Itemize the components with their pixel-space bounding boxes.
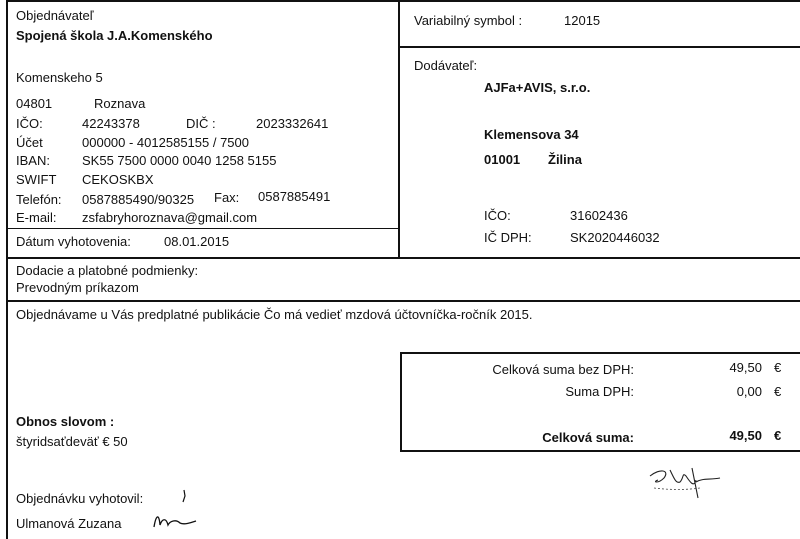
amount-words-value: štyridsaťdeväť € 50 <box>16 434 128 449</box>
approver-signature <box>640 458 730 504</box>
buyer-city: Roznava <box>94 96 146 111</box>
buyer-ico-label: IČO: <box>16 116 43 131</box>
variable-symbol-value: 12015 <box>564 13 601 28</box>
buyer-fax: 0587885491 <box>258 189 331 204</box>
totals-box-bottom <box>400 450 800 452</box>
divider-date-top <box>6 228 400 229</box>
issuer-signature <box>150 505 200 535</box>
subtotal-currency: € <box>774 360 782 375</box>
date-label: Dátum vyhotovenia: <box>16 234 131 249</box>
supplier-ico-label: IČO: <box>484 208 511 223</box>
subtotal-label: Celková suma bez DPH: <box>492 362 634 377</box>
divider-supplier-top <box>398 46 800 48</box>
supplier-label: Dodávateľ: <box>414 58 478 73</box>
frame-left <box>6 0 8 539</box>
buyer-account-label: Účet <box>16 135 43 150</box>
supplier-street: Klemensova 34 <box>484 127 579 142</box>
buyer-phone: 0587885490/90325 <box>82 192 195 207</box>
buyer-phone-label: Telefón: <box>16 192 62 207</box>
vat-value: 0,00 <box>736 384 762 399</box>
buyer-zip: 04801 <box>16 96 53 111</box>
divider-vertical <box>398 0 400 258</box>
totals-box-top <box>400 352 800 354</box>
buyer-swift-label: SWIFT <box>16 172 57 187</box>
buyer-swift: CEKOSKBX <box>82 172 154 187</box>
supplier-icdph-label: IČ DPH: <box>484 230 532 245</box>
terms-value: Prevodným príkazom <box>16 280 139 295</box>
frame-top <box>6 0 800 2</box>
buyer-account: 000000 - 4012585155 / 7500 <box>82 135 249 150</box>
divider-terms-top <box>6 257 800 259</box>
buyer-fax-label: Fax: <box>214 190 240 205</box>
total-value: 49,50 <box>729 428 762 443</box>
total-currency: € <box>774 428 782 443</box>
issuer-label: Objednávku vyhotovil: <box>16 491 144 506</box>
order-text: Objednávame u Vás predplatné publikácie Čo má vedieť mzdová účtovníčka-ročník 2015. <box>16 307 533 322</box>
terms-label: Dodacie a platobné podmienky: <box>16 263 199 278</box>
variable-symbol-label: Variabilný symbol : <box>414 13 523 28</box>
buyer-dic-label: DIČ : <box>186 116 216 131</box>
vat-currency: € <box>774 384 782 399</box>
buyer-name: Spojená škola J.A.Komenského <box>16 28 213 43</box>
supplier-zip: 01001 <box>484 152 521 167</box>
buyer-dic: 2023332641 <box>256 116 329 131</box>
subtotal-value: 49,50 <box>729 360 762 375</box>
buyer-ico: 42243378 <box>82 116 140 131</box>
issuer-mark <box>178 488 190 504</box>
supplier-ico: 31602436 <box>570 208 628 223</box>
supplier-icdph: SK2020446032 <box>570 230 660 245</box>
buyer-email-label: E-mail: <box>16 210 57 225</box>
buyer-street: Komenskeho 5 <box>16 70 103 85</box>
divider-order-top <box>6 300 800 302</box>
date-value: 08.01.2015 <box>164 234 230 249</box>
buyer-iban-label: IBAN: <box>16 153 50 168</box>
total-label: Celková suma: <box>542 430 634 445</box>
totals-box-left <box>400 352 402 452</box>
buyer-email: zsfabryhoroznava@gmail.com <box>82 210 258 225</box>
buyer-label: Objednávateľ <box>16 8 94 23</box>
supplier-city: Žilina <box>548 152 582 167</box>
buyer-iban: SK55 7500 0000 0040 1258 5155 <box>82 153 277 168</box>
supplier-name: AJFa+AVIS, s.r.o. <box>484 80 591 95</box>
issuer-name: Ulmanová Zuzana <box>16 516 122 531</box>
amount-words-label: Obnos slovom : <box>16 414 115 429</box>
vat-label: Suma DPH: <box>565 384 634 399</box>
